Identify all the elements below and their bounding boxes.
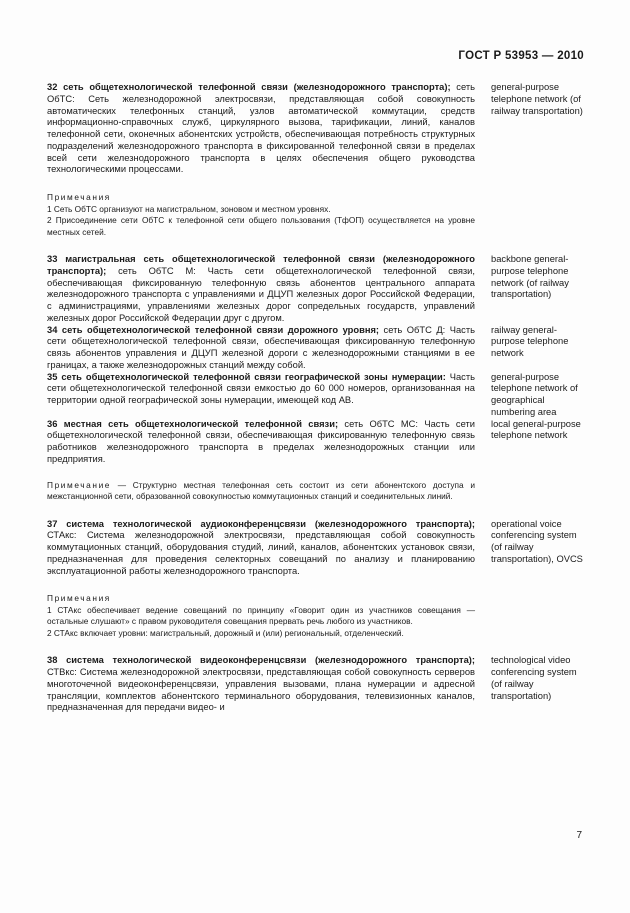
term-definition: СТАкс: Система железнодорожной электросвязи, представляющая собой совокупность коммутационных станций, оборудования студий, линий, каналов, абонентских установок связи, предназначенная для проведения селекторных совещаний по анализу и планированию эксплуатационной работы железнодорожного транспорта. (47, 530, 475, 576)
term-entry-36 (47, 419, 587, 466)
term-entry-32 (47, 82, 587, 176)
term-entry-38 (47, 655, 587, 714)
term-title: 36 местная сеть общетехнологической телефонной связи; (47, 418, 339, 429)
notes-title: Примечания (47, 593, 111, 604)
notes-title: Примечания (47, 192, 111, 202)
term-entry-33 (47, 254, 587, 325)
term-title: 32 сеть общетехнологической телефонной связи (железнодорожного транспорта); (47, 82, 451, 92)
term-definition: СТВкс: Система железнодорожной электросвязи, представляющая собой совокупность серверов многоточечной видеоконференцсвязи, управления вызовами, плана нумерации и адресной трансляции, комплектов абонентского терминального оборудования, телевизионных каналов, предназначенная для передачи видео- и (47, 667, 475, 713)
term-english: general-purpose telephone network of geographical numbering area (491, 371, 578, 417)
term-title: 37 система технологической аудиоконференцсвязи (железнодорожного транспорта); (47, 518, 475, 529)
term-english: general-purpose telephone network (of railway transportation) (491, 82, 583, 116)
term-definition: Часть сети общетехнологической телефонной связи емкостью до 60 000 номеров, организованная на территории одной географической зоны нумерации, имеющей код АВ. (47, 371, 475, 405)
page-number: 7 (576, 830, 582, 841)
note-text: — Структурно местная телефонная сеть состоит из сети абонентского доступа и межстанционной сети, образованной совокупностью коммутационных станций и соединительных линий. (47, 479, 475, 501)
document-header: ГОСТ Р 53953 — 2010 (458, 50, 584, 62)
notes-block-2 (47, 480, 475, 503)
term-definition: сеть ОбТС: Сеть железнодорожной электросвязи, представляющая собой совокупность автоматических телефонных станций, узлов автоматической коммутации, средств информационно-справочных служб, циркулярного вызова, тарификации, линий, каналов телефонной сети, оконечных абонентских устройств, обеспечивающая потребность структурных подразделений железнодорожного транспорта в фиксированной телефонной связи в пределах всей сети железнодорожного транспорта в целях обеспечения общего руководства технологическими процессами. (47, 82, 475, 175)
term-entry-35 (47, 372, 587, 419)
term-english: railway general-purpose telephone network (491, 324, 569, 358)
term-title: 38 система технологической видеоконференцсвязи (железнодорожного транспорта); (47, 655, 475, 666)
term-english: backbone general-purpose telephone network (of railway transportation) (491, 254, 569, 300)
term-english: operational voice conferencing system (of railway transportation), OVCS (491, 518, 583, 564)
notes-block-3 (47, 593, 475, 639)
term-english: local general-purpose telephone network (491, 418, 581, 441)
term-definition: сеть ОбТС Д: Часть сети общетехнологической телефонной связи, обеспечивающая фиксированную телефонную связь абонентов управления и ДЦУП железной дороги с железнодорожными станциями в ее границах, а также железнодорожных станций между собой. (47, 324, 475, 370)
term-entry-37 (47, 519, 587, 578)
term-definition: сеть ОбТС М: Часть сети общетехнологической телефонной связи, обеспечивающая фиксированную телефонную связь абонентов центрального аппарата железнодорожного транспорта с управлениями и ДЦУП железных дорог Российской Федерации, с администрациями, управлениями железных дорог сопредельных государств, управлений железных дорог Российской Федерации друг с другом. (47, 265, 475, 323)
notes-block-1 (47, 192, 475, 238)
term-definition: сеть ОбТС МС: Часть сети общетехнологической телефонной связи, обеспечивающая фиксированную телефонную связь работников железнодорожного транспорта в пределах железнодорожных станции или предприятия. (47, 418, 475, 464)
notes-title: Примечание (47, 479, 112, 490)
term-english: technological video conferencing system (of railway transportation) (491, 655, 577, 701)
term-title: 35 сеть общетехнологической телефонной связи географической зоны нумерации: (47, 371, 446, 382)
term-title: 34 сеть общетехнологической телефонной связи дорожного уровня; (47, 324, 380, 335)
document-body (47, 82, 587, 714)
note-item: 2 СТАкс включает уровни: магистральный, дорожный и (или) региональный, отделенческий. (47, 627, 404, 638)
note-item: 1 Сеть ОбТС организуют на магистральном, зоновом и местном уровнях. (47, 203, 331, 214)
note-item: 2 Присоединение сети ОбТС к телефонной сети общего пользования (ТфОП) осуществляется на уровне местных сетей. (47, 215, 475, 237)
term-title: 33 магистральная сеть общетехнологической телефонной связи (железнодорожного транспорта); (47, 254, 475, 276)
note-item: 1 СТАкс обеспечивает ведение совещаний по принципу «Говорит один из участников совещания — остальные слушают» с правом руководителя совещания прервать речь любого из участников. (47, 604, 475, 627)
term-entry-34 (47, 325, 587, 372)
